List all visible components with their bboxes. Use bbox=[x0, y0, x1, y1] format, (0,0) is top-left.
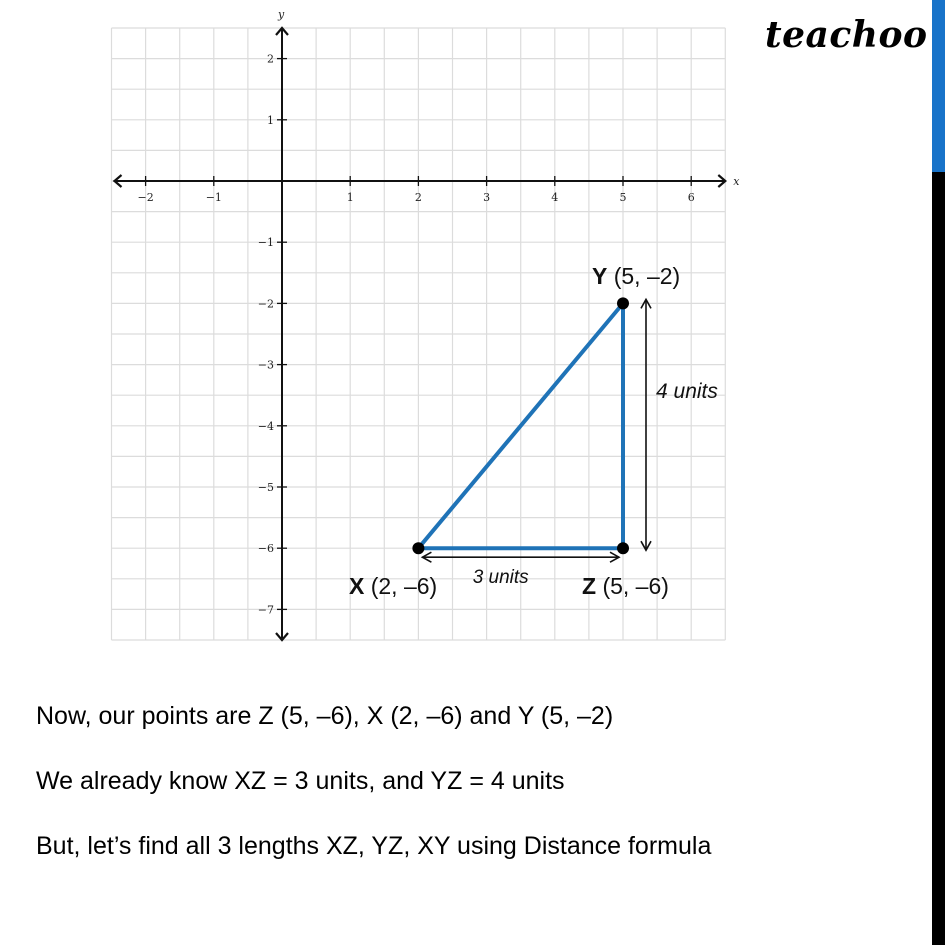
svg-text:4 units: 4 units bbox=[656, 380, 718, 403]
svg-text:5: 5 bbox=[619, 191, 627, 204]
svg-text:Z (5, –6): Z (5, –6) bbox=[582, 573, 669, 599]
text-line-points: Now, our points are Z (5, –6), X (2, –6) and Y (5, –2) bbox=[36, 702, 614, 730]
svg-text:−2: −2 bbox=[257, 297, 274, 311]
svg-text:x: x bbox=[733, 175, 740, 188]
svg-text:−5: −5 bbox=[257, 481, 274, 494]
sidebar-accent-black bbox=[932, 172, 945, 945]
svg-text:3 units: 3 units bbox=[472, 567, 529, 589]
teachoo-logo: teachoo bbox=[765, 14, 928, 56]
svg-text:−1: −1 bbox=[257, 236, 274, 250]
svg-text:4: 4 bbox=[551, 191, 559, 204]
svg-text:−3: −3 bbox=[257, 358, 274, 372]
svg-text:−1: −1 bbox=[205, 191, 222, 204]
svg-text:−7: −7 bbox=[257, 603, 274, 617]
measure-arrows bbox=[422, 299, 718, 588]
text-line-known-lengths: We already know XZ = 3 units, and YZ = 4 units bbox=[36, 767, 565, 795]
svg-text:X (2, –6): X (2, –6) bbox=[349, 573, 438, 599]
svg-text:−6: −6 bbox=[257, 542, 274, 556]
svg-text:1: 1 bbox=[346, 191, 354, 204]
sidebar-accent-blue bbox=[932, 0, 945, 172]
svg-text:3: 3 bbox=[483, 191, 491, 204]
svg-text:2: 2 bbox=[414, 191, 422, 204]
svg-text:2: 2 bbox=[267, 52, 274, 66]
svg-text:Y (5, –2): Y (5, –2) bbox=[592, 263, 681, 289]
svg-text:6: 6 bbox=[687, 191, 695, 204]
svg-text:y: y bbox=[278, 8, 285, 21]
svg-text:−4: −4 bbox=[257, 419, 274, 433]
svg-text:1: 1 bbox=[267, 113, 274, 127]
text-line-distance-formula: But, let’s find all 3 lengths XZ, YZ, XY using Distance formula bbox=[36, 832, 712, 860]
svg-text:−2: −2 bbox=[137, 191, 154, 204]
